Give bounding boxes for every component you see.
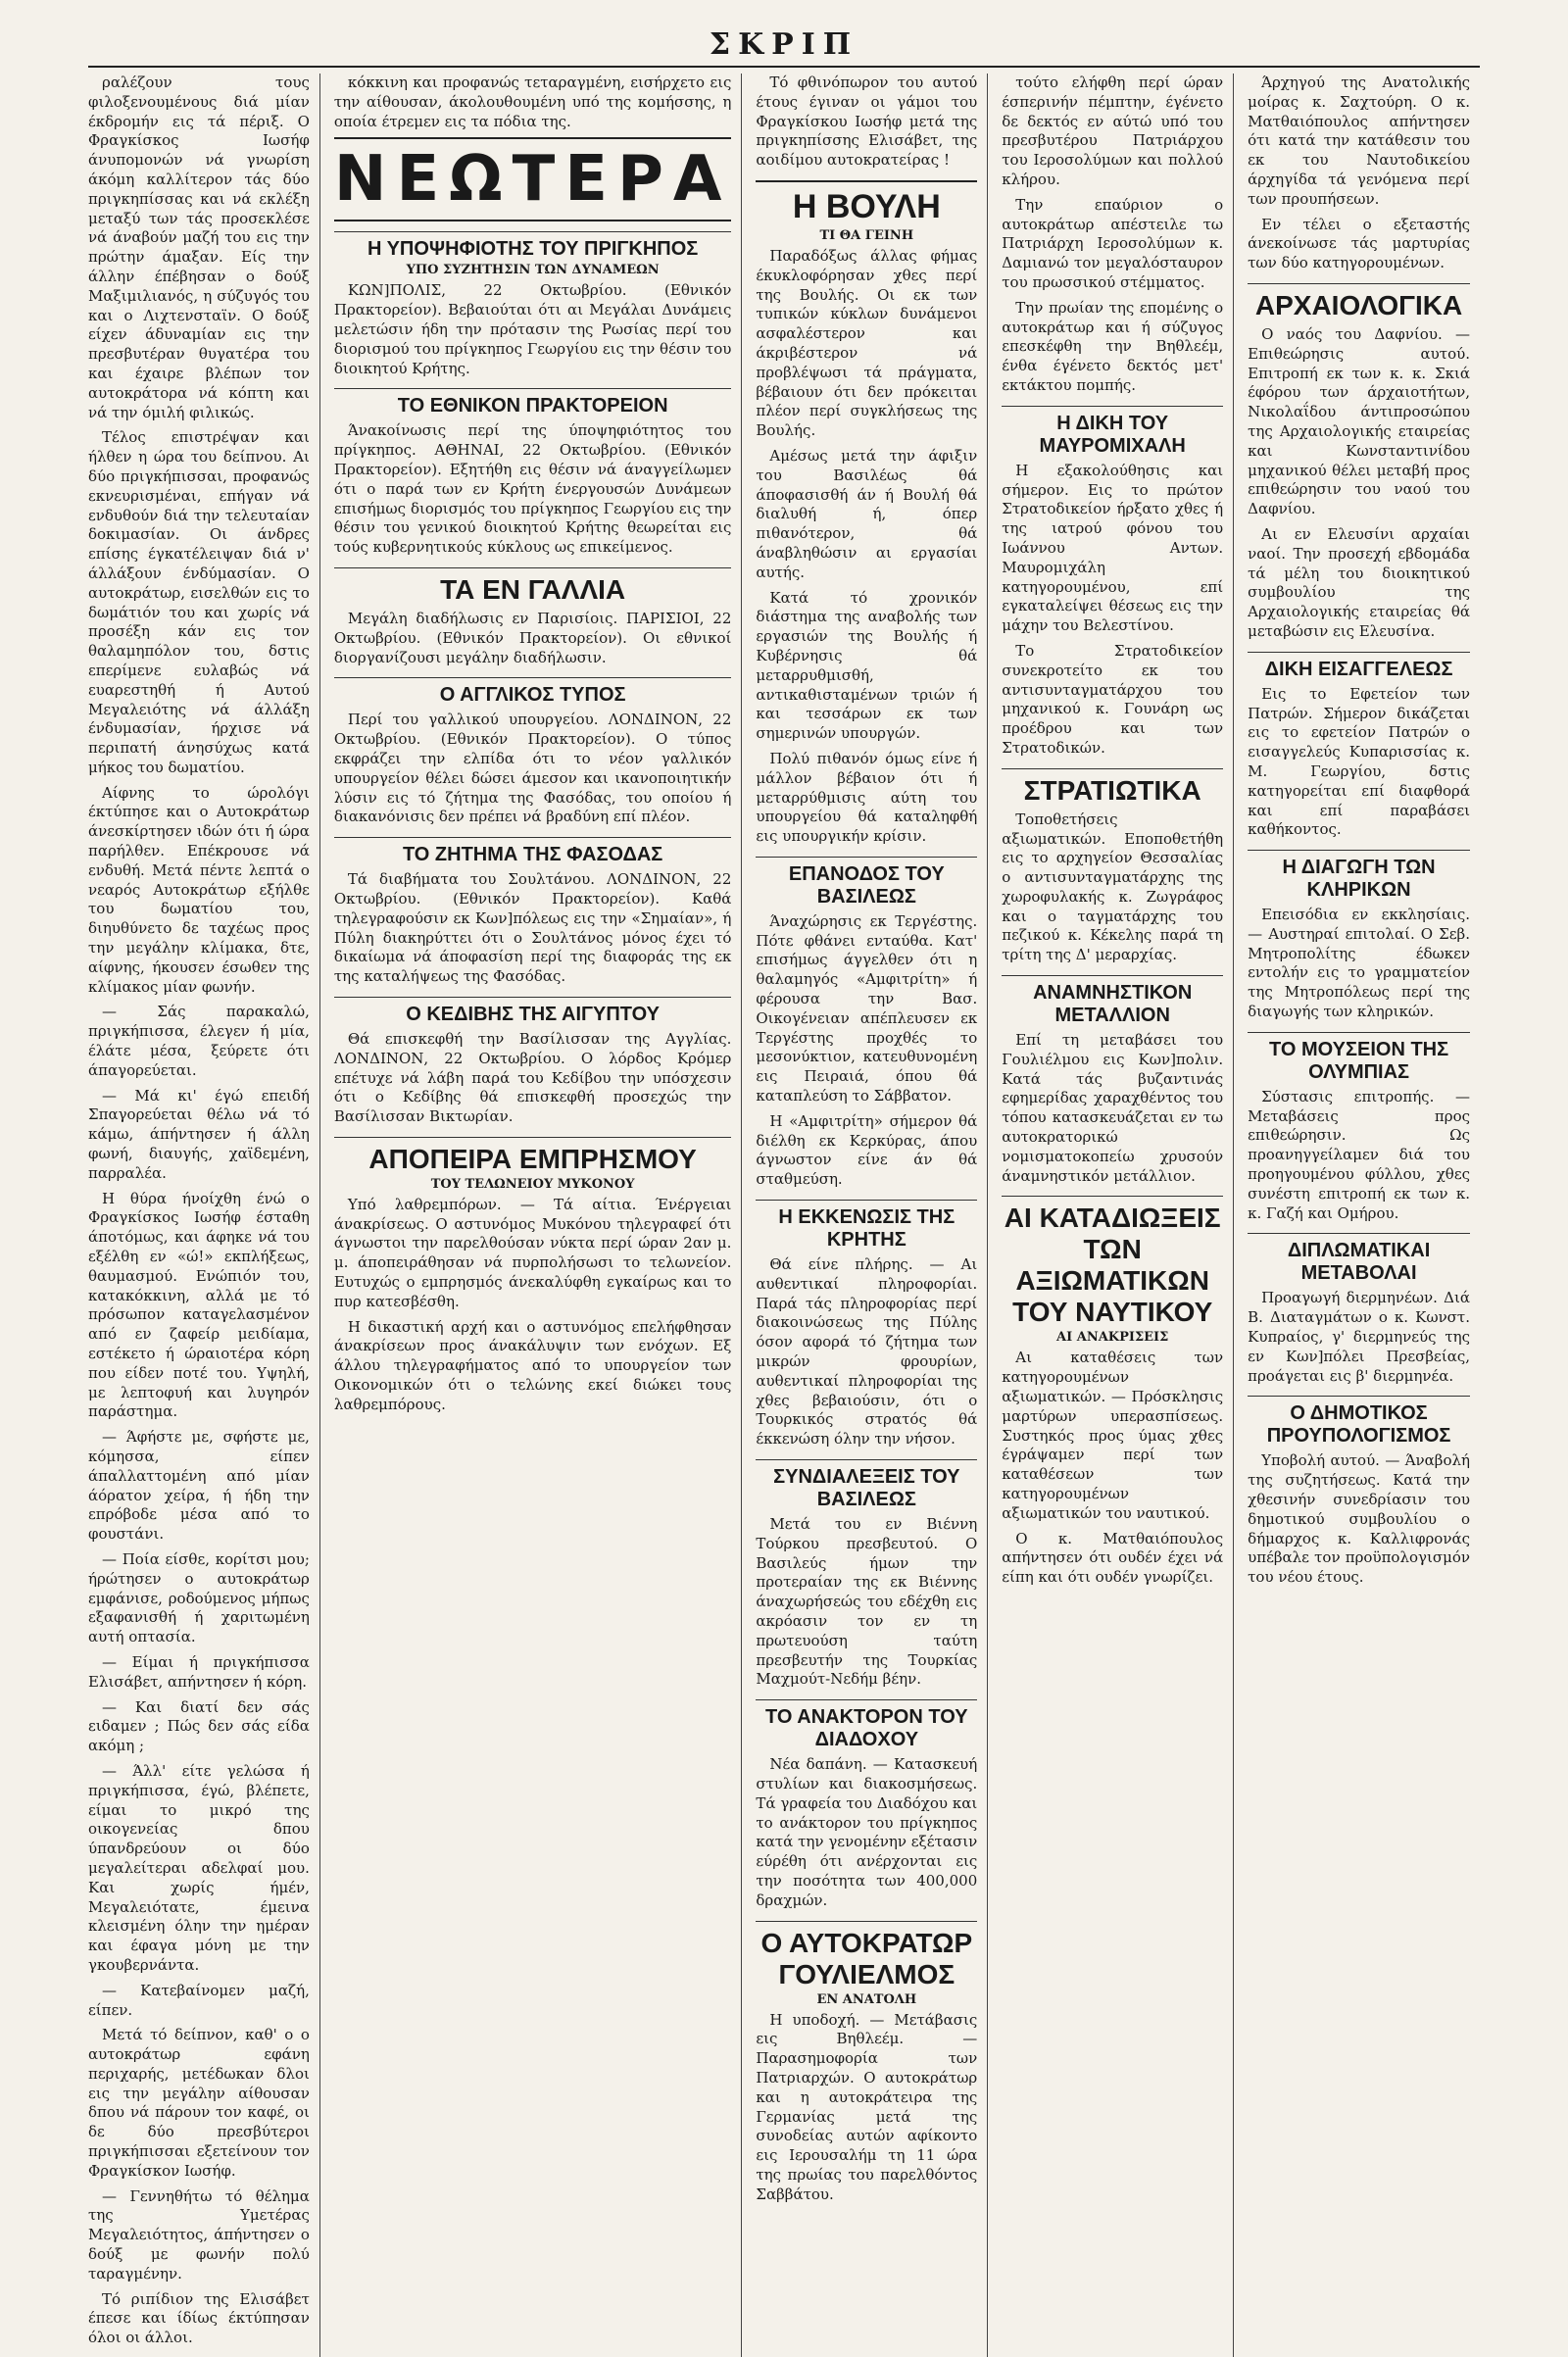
subheadline: ΕΝ ΑΝΑΤΟΛΗ	[816, 1991, 917, 2007]
paragraph: ΚΩΝ]ΠΟΛΙΣ, 22 Οκτωβρίου. (Εθνικόν Πρακτορείον). Βεβαιούται ότι αι Μεγάλαι Δυνάμεις μελετώσιν ήδη την πρότασιν της Ρωσίας περί του διορισμού του πρίγκηπος Γεωργίου εις την θέσιν του διοικητού Κρήτης.	[333, 281, 732, 377]
paragraph: Σύστασις επιτροπής. — Μεταβάσεις προς επιθεώρησιν. Ως προανηγγείλαμεν διά του προηγουμένου φύλλου, χθες συνέστη επιτροπή εκ των κ. κ. Γαζή και Ομήρου.	[1248, 1087, 1470, 1222]
paragraph: Μετά του εν Βιέννη Τούρκου πρεσβευτού. Ο Βασιλεύς ήμων την προτεραίαν της εκ Βιέννης άναχωρήσεώς του εδέχθη εις ακρόασιν τον εν τη πρωτευούση ταύτη πρεσβευτήν της Τουρκίας Μαχμούτ-Νεδήμ βέην.	[756, 1515, 978, 1689]
headline: ΕΠΑΝΟΔΟΣ ΤΟΥ ΒΑΣΙΛΕΩΣ	[756, 857, 977, 908]
headline: ΤΟ ΖΗΤΗΜΑ ΤΗΣ ΦΑΣΟΔΑΣ	[334, 837, 732, 866]
headline: ΣΥΝΔΙΑΛΕΞΕΙΣ ΤΟΥ ΒΑΣΙΛΕΩΣ	[756, 1459, 977, 1511]
paragraph: Τέλος επιστρέψαν και ήλθεν η ώρα του δείπνου. Αι δύο πριγκήπισσαι, προφανώς εκνευρισμέναι, επήγαν νά ενδυθούν διά την τελευταίαν δοκιμασίαν. Οι άνδρες επίσης έγκατέλειψαν διά ν' άλλάξουν ένδύμασίαν. Ο αυτοκράτωρ, εισελθών εις το δωμάτιόν του και χωρίς νά προσέξη κάν εις τον θαλαμηπόλον του, δστις επερίμενε ευλαβώς νά ευαρεστηθή ή Αυτού Μεγαλειότης νά άλλάξη ένδυμασίαν, ήρχισε νά περιπατή άνησύχως κατά μήκος του δωματίου.	[88, 428, 310, 776]
headline: ΔΙΚΗ ΕΙΣΑΓΓΕΛΕΩΣ	[1248, 652, 1470, 681]
paragraph: Θά επισκεφθή την Βασίλισσαν της Αγγλίας. ΛΟΝΔΙΝΟΝ, 22 Οκτωβρίου. Ο λόρδος Κρόμερ επέτυχε νά λάβη παρά του Κεδίβου την υπόσχεσιν ότι ο Κεδίβης θά επισκεφθή προσεχώς την Βασίλισσαν Βικτωρίαν.	[333, 1029, 732, 1126]
paragraph: Την πρωίαν της επομένης ο αυτοκράτωρ και ή σύζυγος επεσκέφθη την Βηθλεέμ, ένθα έγένετο δεκτός μετ' εκτάκτου πομπής.	[1002, 298, 1224, 394]
paragraph: Τό φθινόπωρον του αυτού έτους έγιναν οι γάμοι του Φραγκίσκου Ιωσήφ μετά της πριγκηπίσσης Ελισάβετ, της αοιδίμου αυτοκρατείρας !	[756, 74, 978, 170]
headline: ΤΟ ΜΟΥΣΕΙΟΝ ΤΗΣ ΟΛΥΜΠΙΑΣ	[1248, 1032, 1470, 1084]
column-3	[756, 74, 988, 2357]
paragraph: Ο ναός του Δαφνίου. — Επιθεώρησις αυτού. Επιτροπή εκ των κ. κ. Σκιά έφόρου των άρχαιοτήτων, Νικολαΐδου άντιπροσώπου της Αρχαιολογικής εταιρείας και Κωνσταντινίδου μηχανικού θέλει μεταβή προς επιθεώρησιν του ναού του Δαφνίου.	[1248, 324, 1470, 518]
columns	[88, 74, 1480, 2357]
headline: ΤΟ ΑΝΑΚΤΟΡΟΝ ΤΟΥ ΔΙΑΔΟΧΟΥ	[756, 1699, 977, 1751]
paragraph: Το Στρατοδικείον συνεκροτείτο εκ του αντισυνταγματάρχου του μηχανικού κ. Γουνάρη ως προέδρου και των Στρατοδικών.	[1002, 641, 1224, 757]
paragraph: Την επαύριον ο αυτοκράτωρ απέστειλε τω Πατριάρχη Ιεροσολύμων κ. Δαμιανώ τον μεγαλόσταυρον του πρωσσικού στέμματος.	[1002, 195, 1224, 291]
headline: Ο ΑΓΓΛΙΚΟΣ ΤΥΠΟΣ	[334, 677, 732, 707]
paragraph: — Σάς παρακαλώ, πριγκήπισσα, έλεγεν ή μία, έλάτε μέσα, ξεύρετε ότι άπαγορεύεται.	[88, 1003, 310, 1079]
headline: Η ΥΠΟΨΗΦΙΟΤΗΣ ΤΟΥ ΠΡΙΓΚΗΠΟΣ	[334, 231, 732, 261]
paragraph: Υπό λαθρεμπόρων. — Τά αίτια. Ένέργειαι άνακρίσεως. Ο αστυνόμος Μυκόνου τηλεγραφεί ότι άγνωστοι την παρελθούσαν νύκτα περί ώραν 2αν μ. μ. άποπειράθησαν νά πυρπολήσωσι το τελωνείον. Ευτυχώς ο εμπρησμός άνεκαλύφθη εγκαίρως και το πυρ κατεσβέσθη.	[333, 1195, 732, 1310]
paragraph: — Και διατί δεν σάς ειδαμεν ; Πώς δεν σάς είδα ακόμη ;	[88, 1697, 310, 1755]
headline: ΣΤΡΑΤΙΩΤΙΚΑ	[1002, 768, 1223, 807]
paragraph: Επί τη μεταβάσει του Γουλιέλμου εις Κων]πολιν. Κατά τάς βυζαντινάς εφημερίδας χαραχθέντος του τόπου κατασκευάζεται εν τω αυτοκρατορικώ νομισματοκοπείω χρυσούν άναμνηστικόν μετάλλιον.	[1002, 1031, 1224, 1185]
headline: Ο ΔΗΜΟΤΙΚΟΣ ΠΡΟΥΠΟΛΟΓΙΣΜΟΣ	[1248, 1396, 1470, 1448]
headline: ΑΡΧΑΙΟΛΟΓΙΚΑ	[1248, 283, 1470, 321]
column-1	[88, 74, 320, 2357]
paragraph: Τά διαβήματα του Σουλτάνου. ΛΟΝΔΙΝΟΝ, 22 Οκτωβρίου. (Εθνικόν Πρακτορείον). Καθά τηλεγραφούσιν εκ Κων]πόλεως εις την «Σημαίαν», ή Πύλη διακηρύττει ότι ο Σουλτάνος μόνος έχει τό δικαίωμα νά άποφασίση περί της διαφοράς της εκ της καταλήψεως της Φασόδας.	[333, 870, 732, 986]
paragraph: — Μά κι' έγώ επειδή Σπαγορεύεται θέλω νά τό κάμω, άπήντησεν ή άλλη φωνή, διαυγής, χαϊδεμένη, παρραλέα.	[88, 1086, 310, 1182]
paragraph: Αι καταθέσεις των κατηγορουμένων αξιωματικών. — Πρόσκλησις μαρτύρων υπερασπίσεως. Συστηκός προς ύμας χθες έγράψαμεν περί των καταθέσεων των κατηγορουμένων αξιωματικών του ναυτικού.	[1002, 1349, 1224, 1522]
paragraph: Η δικαστική αρχή και ο αστυνόμος επελήφθησαν άνακρίσεων προς άνακάλυψιν των ενόχων. Εξ άλλου τηλεγραφήματος από το υπουργείον των Οικονομικών ότι ο τελώνης εκεί διώκει τους λαθρεμπόρους.	[333, 1317, 732, 1413]
paragraph: Τό ριπίδιον της Ελισάβετ έπεσε και ίδίως έκτύπησαν όλοι οι άλλοι.	[88, 2289, 310, 2347]
paragraph: Παραδόξως άλλας φήμας έκυκλοφόρησαν χθες περί της Βουλής. Οι εκ των τυπικών κύκλων δυνάμενοι ασφαλέστερον και άκριβέστερον νά προβλέψωσι τά πράγματα, βέβαιουν ότι δεν πρόκειται πλέον περί συγκλήσεως της Βουλής.	[756, 246, 978, 440]
paragraph: Προαγωγή διερμηνέων. Διά Β. Διαταγμάτων ο κ. Κωνστ. Κυπραίος, γ' διερμηνεύς της εν Κων]πόλει Πρεσβείας, προάγεται εις β' διερμηνέα.	[1248, 1289, 1470, 1385]
column-2	[334, 74, 743, 2357]
paragraph: Η θύρα ήνοίχθη ένώ ο Φραγκίσκος Ιωσήφ έσταθη άποτόμως, και άφηκε νά του εξέλθη εν «ώ!» εκπλήξεως, θαυμασμού. Ενώπιόν του, κατακόκκινη, αλλά με τό πρόσωπον καταγελασμένον από εν ζαφείρ μειδίαμα, εστέκετο ή ώραιοτέρα κόρη που είδεν ποτέ του. Υψηλή, με λεπτοφυή και λυγηρόν παράστημα.	[88, 1189, 310, 1421]
paragraph: Αμέσως μετά την άφιξιν του Βασιλέως θά άποφασισθή άν ή Βουλή θά διαλυθή ή, όπερ πιθανότερον, θά άναβληθώσιν αι εργασίαι αυτής.	[756, 446, 978, 581]
headline: ΑΝΑΜΝΗΣΤΙΚΟΝ ΜΕΤΑΛΛΙΟΝ	[1002, 975, 1223, 1027]
paragraph: Η υποδοχή. — Μετάβασις εις Βηθλεέμ. — Παρασημοφορία των Πατριαρχών. Ο αυτοκράτωρ και η αυτοκράτειρα της Γερμανίας μετά της συνοδείας αυτών αφίκοντο εις Ιερουσαλήμ τη 11 ώρα της πρωίας του παρελθόντος Σαββάτου.	[756, 2010, 978, 2203]
headline: ΑΙ ΚΑΤΑΔΙΩΞΕΙΣ ΤΩΝ ΑΞΙΩΜΑΤΙΚΩΝ ΤΟΥ ΝΑΥΤΙΚΟΥ	[1002, 1196, 1223, 1328]
paragraph: Άνακοίνωσις περί της ύποψηφιότητος του πρίγκηπος. ΑΘΗΝΑΙ, 22 Οκτωβρίου. (Εθνικόν Πρακτορείον). Εξητήθη εις θέσιν νά άναγγείλωμεν ότι ο παρά των εν Κρήτη ένεργουσών Δυνάμεων επισήμως διορισμός του πρίγκηπος Γεωργίου εις την θέσιν του γενικού διοικητού Κρήτης θεωρείται εις τούς κυβερνητικούς κύκλους ως επικείμενος.	[333, 421, 732, 557]
paragraph: Άναχώρησις εκ Τεργέστης. Πότε φθάνει ενταύθα. Κατ' επισήμως άγγελθεν ότι η θαλαμηγός «Αμφιτρίτη» ή φέρουσα την Βασ. Οικογένειαν απέπλευσεν εκ Τεργέστης προχθές το μεσονύκτιον, κατευθυνομένη εις Πειραιά, όπου θά καταπλεύση το Σάββατον.	[756, 911, 978, 1105]
subheadline: ΤΙ ΘΑ ΓΕΙΝΗ	[819, 227, 914, 243]
section-banner: ΝΕΩΤΕΡΑ	[334, 137, 732, 221]
paragraph: Αι εν Ελευσίνι αρχαίαι ναοί. Την προσεχή εβδομάδα τά μέλη του διοικητικού συμβουλίου της Αρχαιολογικής εταιρείας θά μεταβώσιν εις Ελευσίνα.	[1248, 524, 1470, 640]
paragraph: Εις το Εφετείον των Πατρών. Σήμερον δικάζεται εις το εφετείον Πατρών ο εισαγγελεύς Κυπαρισσίας κ. Μ. Γεωργίου, δστις κατηγορείται επί διαφθορά και επί παραβάσει καθήκοντος.	[1248, 684, 1470, 839]
paragraph: Περί του γαλλικού υπουργείου. ΛΟΝΔΙΝΟΝ, 22 Οκτωβρίου. (Εθνικόν Πρακτορείον). Ο τύπος εκφράζει την ελπίδα ότι το νέον γαλλικόν υπουργείον θέλει δώσει άμεσον και ικανοποιητικήν λύσιν εις τό ζήτημα της Φασόδας, του οποίου ή διακανόνισις δεν πρέπει νά βραδύνη επί πλέον.	[333, 711, 732, 826]
paragraph: Ο κ. Ματθαιόπουλος απήντησεν ότι ουδέν έχει νά είπη και ότι ουδέν γνωρίζει.	[1002, 1529, 1224, 1587]
headline: Η ΔΙΚΗ ΤΟΥ ΜΑΥΡΟΜΙΧΑΛΗ	[1002, 406, 1223, 458]
paragraph: — Άφήστε με, σφήστε με, κόμησσα, είπεν άπαλλαττομένη από μίαν άόρατον χείρα, ή ήδη την επρόβοδε μέσα από το φουστάνι.	[88, 1428, 310, 1544]
paragraph: — Κατεβαίνομεν μαζή, είπεν.	[88, 1981, 310, 2019]
headline: Η ΒΟΥΛΗ	[756, 180, 977, 226]
paragraph: Θά είνε πλήρης. — Αι αυθεντικαί πληροφορίαι. Παρά τάς πληροφορίας περί διακοινώσεως της Πύλης όσον αφορά τό ζήτημα των μικρών φρουρίων, αυθεντικαί πληροφορίαι της χθες βεβαιούσιν, ότι ο Τουρκικός στρατός θά έκκενώση όλην την νήσον.	[756, 1255, 978, 1449]
paragraph: Αίφνης το ώρολόγι έκτύπησε και ο Αυτοκράτωρ άνεσκίρτησεν ιδών ότι ή ώρα παρήλθεν. Επέκρουσε νά ενδυθή. Μετά πέντε λεπτά ο νεαρός Αυτοκράτωρ εξήλθε του δωματίου του, διηυθύνετο δε ταχέως προς την μεγάλην κλίμακα, δτε, αίφνης, ήκουσεν έσωθεν της κλίμακος μίαν φωνήν.	[88, 783, 310, 996]
paragraph: Εν τέλει ο εξεταστής άνεκοίνωσε τάς μαρτυρίας των δύο κατηγορουμένων.	[1248, 215, 1470, 272]
paragraph: Υποβολή αυτού. — Άναβολή της συζητήσεως. Κατά την χθεσινήν συνεδρίασιν του δημοτικού συμβουλίου ο δήμαρχος κ. Καλλιφρονάς υπέβαλε τον προϋπολογισμόν του νέου έτους.	[1248, 1451, 1470, 1587]
paragraph: ραλέζουν τους φιλοξενουμένους διά μίαν έκδρομήν εις τά πέριξ. Ο Φραγκίσκος Ιωσήφ άνυπομονών νά γνωρίση άκόμη καλλίτερον τάς δύο πριγκηπίσσας και νά εκλέξη μεταξύ των τάς προσεκλέσε νά άναβούν μαζή του εις την πρώτην άμαξαν. Είς την άλλην έπέβησαν ο δούξ Μαξιμιλιανός, η σύζυγός του και ο Λιχτενσταϊν. Ο δούξ είχεν άδυναμίαν εις την πρεσβυτέραν θυγατέρα του και έχαιρε βλέπων τον αυτοκράτορα νά κόπτη και νά την όμιλή φιλικώς.	[88, 74, 310, 421]
paragraph: τούτο ελήφθη περί ώραν έσπερινήν πέμπτην, έγένετο δε δεκτός εν αύτώ υπό του πρεσβυτέρου Πατριάρχου του Ιεροσολύμων και πολλού κλήρου.	[1002, 74, 1224, 188]
subheadline: ΤΟΥ ΤΕΛΩΝΕΙΟΥ ΜΥΚΟΝΟΥ	[430, 1176, 635, 1192]
paragraph: κόκκινη και προφανώς τεταραγμένη, εισήρχετο εις την αίθουσαν, άκολουθουμένη υπό της κομήσσης, η οποία έτρεμεν εις τα πόδια της.	[333, 74, 732, 130]
paragraph: — Ποία είσθε, κορίτσι μου; ήρώτησεν ο αυτοκράτωρ εμφάνισε, ροδούμενος μήπως εξαφανισθή ή χαριτωμένη αυτή οπτασία.	[88, 1549, 310, 1646]
paragraph: Νέα δαπάνη. — Κατασκευή στυλίων και διακοσμήσεως. Τά γραφεία του Διαδόχου και το ανάκτορον του πρίγκηπος κατά την γενομένην εξέτασιν εύρέθη ότι ανέρχονται εις την ποσότητα των 400,000 δραχμών.	[756, 1755, 978, 1909]
headline: Η ΔΙΑΓΩΓΗ ΤΩΝ ΚΛΗΡΙΚΩΝ	[1248, 850, 1470, 902]
subheadline: ΥΠΟ ΣΥΖΗΤΗΣΙΝ ΤΩΝ ΔΥΝΑΜΕΩΝ	[406, 263, 660, 278]
headline: ΔΙΠΛΩΜΑΤΙΚΑΙ ΜΕΤΑΒΟΛΑΙ	[1248, 1233, 1470, 1285]
headline: Ο ΚΕΔΙΒΗΣ ΤΗΣ ΑΙΓΥΠΤΟΥ	[334, 997, 732, 1026]
paragraph: Άρχηγού της Ανατολικής μοίρας κ. Σαχτούρη. Ο κ. Ματθαιόπουλος απήντησεν ότι κατά την κατάθεσιν του εκ του Ναυτοδικείου άρχηγίδα τά γενόμενα περί των προυπήσεων.	[1248, 74, 1470, 208]
paragraph: Μεγάλη διαδήλωσις εν Παρισίοις. ΠΑΡΙΣΙΟΙ, 22 Οκτωβρίου. (Εθνικόν Πρακτορείον). Οι εθνικοί διοργανίζουσι μεγάλην διαδήλωσιν.	[333, 609, 732, 666]
paragraph: Μετά τό δείπνον, καθ' ο ο αυτοκράτωρ εφάνη περιχαρής, μετέδωκαν δλοι εις την μεγάλην αίθουσαν δπου νά πάρουν τον καφέ, οι δε δύο πρεσβύτεροι πριγκήπισσαι εξετείνουν τον Φραγκίσκον Ιωσήφ.	[88, 2026, 310, 2180]
paragraph: Η «Αμφιτρίτη» σήμερον θά διέλθη εκ Κερκύρας, άπου άγνωστον είνε άν θά σταθμεύση.	[756, 1111, 978, 1189]
paragraph: — Γεννηθήτω τό θέλημα της Υμετέρας Μεγαλειότητος, άπήντησεν ο δούξ με φωνήν πολύ ταραγμένην.	[88, 2186, 310, 2283]
paragraph: Πολύ πιθανόν όμως είνε ή μάλλον βέβαιον ότι ή μεταρρύθμισις αύτη του υπουργείου θά καταληφθή εις υπουργικήν κρίσιν.	[756, 749, 978, 846]
headline: Ο ΑΥΤΟΚΡΑΤΩΡ ΓΟΥΛΙΕΛΜΟΣ	[756, 1921, 977, 1990]
column-4	[1002, 74, 1234, 2357]
headline: ΑΠΟΠΕΙΡΑ ΕΜΠΡΗΣΜΟΥ	[334, 1137, 732, 1175]
headline: Η ΕΚΚΕΝΩΣΙΣ ΤΗΣ ΚΡΗΤΗΣ	[756, 1200, 977, 1252]
subheadline: ΑΙ ΑΝΑΚΡΙΣΕΙΣ	[1056, 1330, 1169, 1346]
headline: ΤΟ ΕΘΝΙΚΟΝ ΠΡΑΚΤΟΡΕΙΟΝ	[334, 388, 732, 417]
paragraph: Τοποθετήσεις αξιωματικών. Εποποθετήθη εις το αρχηγείον Θεσσαλίας ο αντισυνταγματάρχης της χωροφυλακής κ. Ζωγράφος και ο ταγματάρχης του πεζικού κ. Κέκελης παρά τη τρίτη της Δ' μεραρχίας.	[1002, 810, 1224, 964]
masthead: ΣΚΡΙΠ	[88, 27, 1480, 68]
paragraph: — Άλλ' είτε γελώσα ή πριγκήπισσα, έγώ, βλέπετε, είμαι το μικρό της οικογενείας δπου ύπανδρεύουν οι δύο μεγαλείτεραι αδελφαί μου. Και χωρίς ήμέν, Μεγαλειότατε, έμεινα κλεισμένη όλην την ημέραν και έφαγα μόνη με την γκουβερνάντα.	[88, 1761, 310, 1974]
paragraph: — Είμαι ή πριγκήπισσα Ελισάβετ, απήντησεν ή κόρη.	[88, 1652, 310, 1691]
paragraph: Κατά τό χρονικόν διάστημα της αναβολής των εργασιών της Βουλής ή Κυβέρνησις θά μεταρρυθμισθή, αντικαθισταμένων τριών ή και τεσσάρων εκ των σημερινών υπουργών.	[756, 588, 978, 743]
paragraph: Η εξακολούθησις και σήμερον. Εις το πρώτον Στρατοδικείον ήρξατο χθες ή της ιατρού φόνου του Ιωάννου Αντων. Μαυρομιχάλη κατηγορουμένου, επί εγκαταλείψει θέσεως εις την μάχην του Βελεστίνου.	[1002, 461, 1224, 635]
column-5	[1248, 74, 1480, 2357]
paragraph: Επεισόδια εν εκκλησίαις. — Αυστηραί επιτολαί. Ο Σεβ. Μητροπολίτης έδωκεν εντολήν εις το γραμματείον της Μητροπόλεως περί της διαγωγής των κληρικών.	[1248, 906, 1470, 1021]
headline: ΤΑ ΕΝ ΓΑΛΛΙΑ	[334, 567, 732, 606]
